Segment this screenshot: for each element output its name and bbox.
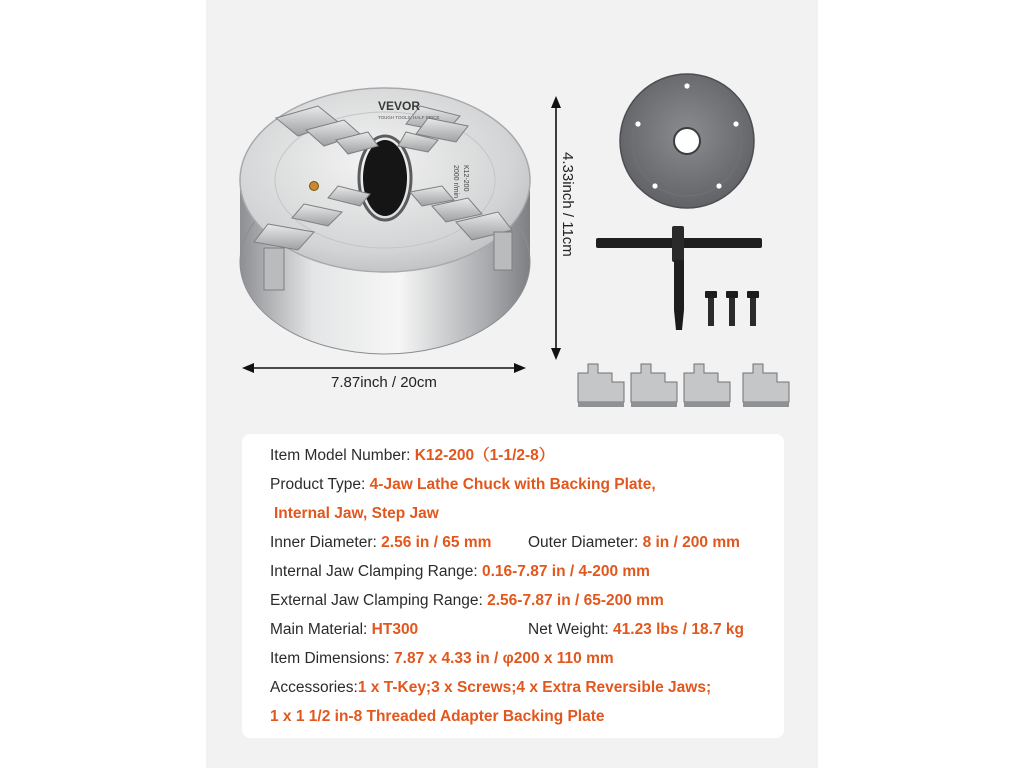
width-label: 7.87inch / 20cm [331,374,437,391]
spec-material-value: HT300 [371,621,419,638]
height-label: 4.33inch / 11cm [559,152,576,257]
spec-net-weight-value: 41.23 lbs / 18.7 kg [613,621,744,638]
spec-model [270,446,554,466]
spec-inner-diameter-value: 2.56 in / 65 mm [381,534,492,551]
reversible-jaw-icon [578,364,789,407]
lathe-chuck-icon [240,88,530,354]
spec-inner-diameter-label: Inner Diameter: [270,534,382,551]
spec-outer-diameter-label: Outer Diameter: [528,534,643,551]
width-dimension [242,363,526,391]
chuck-model-text: K12-200 [462,165,469,192]
spec-product-type-value-line2: Internal Jaw, Step Jaw [274,505,439,522]
backing-plate-icon [620,74,754,208]
spec-external-range-label: External Jaw Clamping Range: [270,592,488,609]
spec-product-type [270,475,656,495]
spec-internal-range [270,562,650,582]
product-panel [206,0,818,768]
t-key-icon [596,226,762,330]
spec-internal-range-label: Internal Jaw Clamping Range: [270,563,482,580]
spec-item-dimensions-value: 7.87 x 4.33 in / φ200 x 110 mm [394,650,614,667]
spec-product-type-value: 4-Jaw Lathe Chuck with Backing Plate, [369,476,656,493]
spec-external-range [270,591,664,611]
spec-outer-diameter [528,533,740,553]
spec-card [242,434,784,738]
spec-accessories [270,678,711,698]
spec-product-type-line2 [274,504,439,524]
spec-model-value: K12-200（1-1/2-8） [414,447,555,464]
spec-accessories-value-line2: 1 x 1 1/2 in-8 Threaded Adapter Backing Plate [270,708,605,725]
spec-accessories-line2 [270,707,605,727]
spec-item-dimensions-label: Item Dimensions: [270,650,395,667]
spec-outer-diameter-value: 8 in / 200 mm [642,534,740,551]
spec-item-dimensions [270,649,614,669]
chuck-brand-text: VEVOR [378,99,421,113]
screw-icon [705,291,759,326]
chuck-speed-text: 2000 r/min [452,165,459,199]
spec-external-range-value: 2.56-7.87 in / 65-200 mm [487,592,664,609]
spec-net-weight-label: Net Weight: [528,621,614,638]
spec-product-type-label: Product Type: [270,476,370,493]
spec-accessories-value: 1 x T-Key;3 x Screws;4 x Extra Reversible Jaws; [357,679,712,696]
spec-model-label: Item Model Number: [270,447,415,464]
height-dimension [551,96,576,360]
spec-material-label: Main Material: [270,621,372,638]
spec-inner-diameter [270,533,491,553]
product-illustration [206,0,818,420]
spec-material [270,620,418,640]
spec-internal-range-value: 0.16-7.87 in / 4-200 mm [481,563,650,580]
spec-net-weight [528,620,744,640]
chuck-tagline-text: TOUGH TOOLS, HALF PRICE [378,115,440,120]
spec-accessories-label: Accessories: [270,679,358,696]
